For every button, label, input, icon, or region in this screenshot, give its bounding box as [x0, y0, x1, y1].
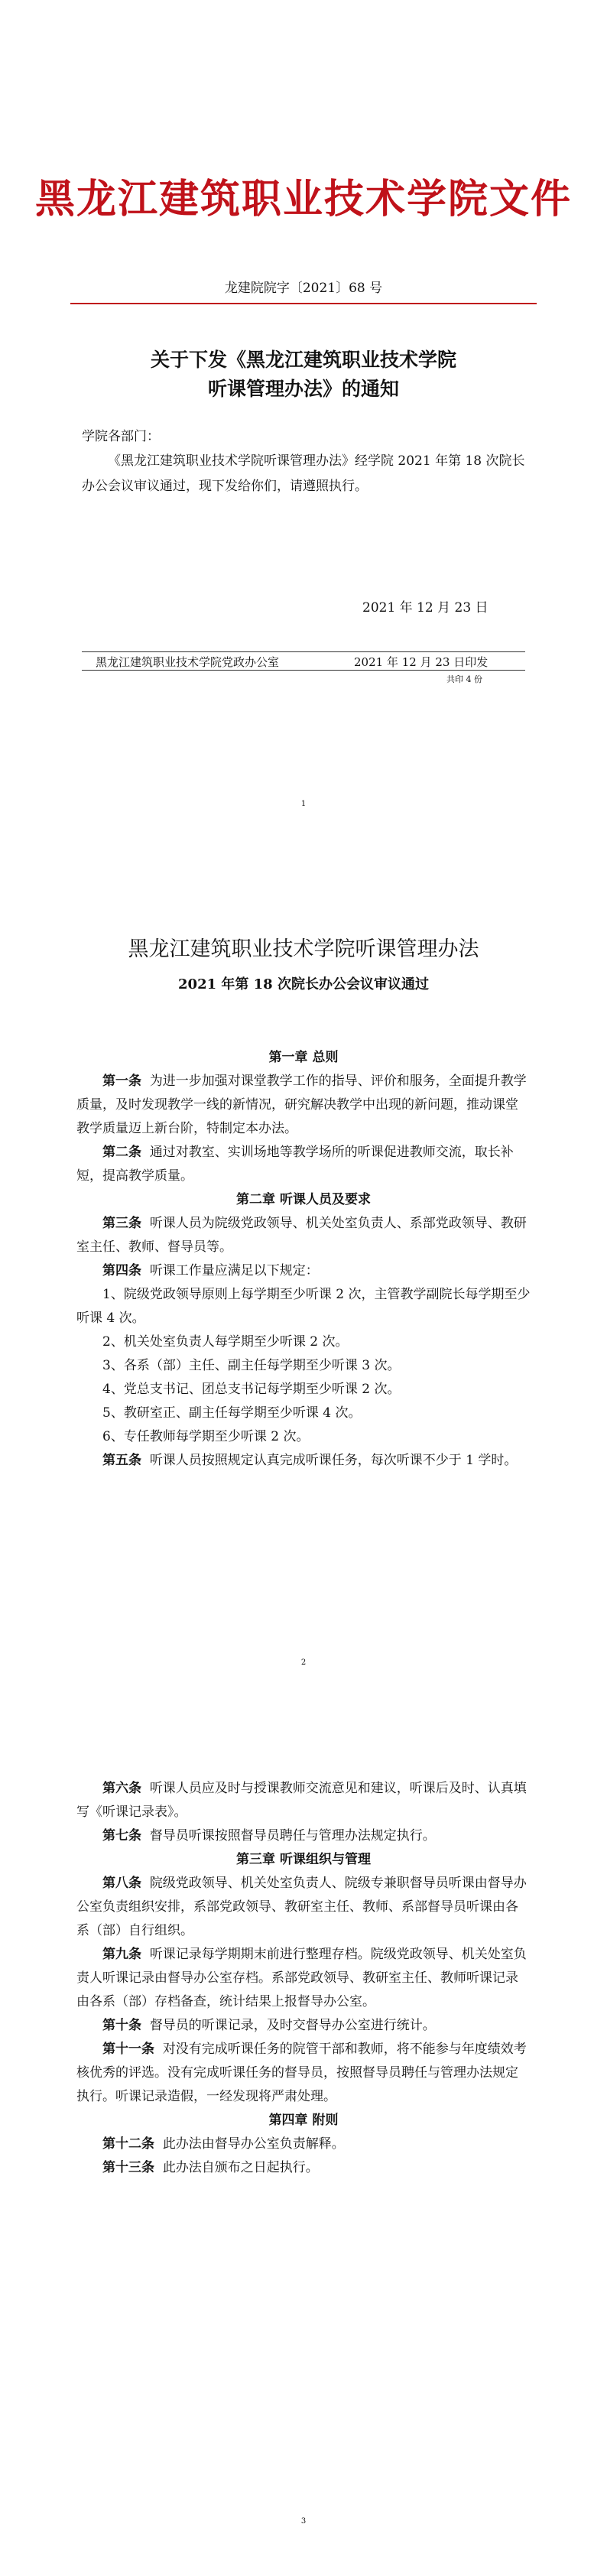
article-text: 听课人员为院级党政领导、机关处室负责人、系部党政领导、教研室主任、教师、督导员等。 — [76, 1216, 527, 1255]
article-label: 第九条 — [102, 1947, 141, 1962]
notice-body: 《黑龙江建筑职业技术学院听课管理办法》经学院 2021 年第 18 次院长办公会议审议通过，现下发给你们，请遵照执行。 — [82, 453, 525, 494]
article-label: 第十三条 — [102, 2160, 154, 2175]
article-label: 第十二条 — [102, 2136, 154, 2152]
footer-line-bottom — [82, 670, 525, 671]
article-13 — [76, 2156, 531, 2180]
article-12 — [76, 2133, 531, 2156]
page2-content — [76, 1046, 531, 1473]
measures-title: 黑龙江建筑职业技术学院听课管理办法 — [128, 937, 479, 961]
page-2 — [0, 859, 607, 1717]
article-text: 听课记录每学期期末前进行整理存档。院级党政领导、机关处室负责人听课记录由督导办公室存档。系部党政领导、教研室主任、教师听课记录由各系（部）存档备查，统计结果上报督导办公室。 — [76, 1947, 527, 2009]
article-text: 督导员听课按照督导员聘任与管理办法规定执行。 — [149, 1828, 436, 1843]
list-item: 1、院级党政领导原则上每学期至少听课 2 次，主管教学副院长每学期至少听课 4 次。 — [76, 1287, 531, 1326]
article-text: 听课工作量应满足以下规定： — [149, 1263, 319, 1278]
chapter-3-title: 第三章 听课组织与管理 — [236, 1852, 371, 1867]
article-text: 此办法自颁布之日起执行。 — [162, 2160, 319, 2175]
footer-line-top — [82, 651, 525, 652]
list-item: 4、党总支书记、团总支书记每学期至少听课 2 次。 — [102, 1382, 401, 1397]
addressee: 学院各部门： — [82, 429, 160, 444]
article-label: 第七条 — [102, 1828, 141, 1843]
measures-subtitle: 2021 年第 18 次院长办公会议审议通过 — [178, 976, 429, 992]
article-label: 第十一条 — [102, 2042, 154, 2057]
chapter-1-title: 第一章 总则 — [268, 1050, 339, 1065]
article-5 — [76, 1449, 531, 1473]
article-11 — [76, 2038, 531, 2109]
chapter-4-title: 第四章 附则 — [268, 2113, 339, 2128]
page-number: 2 — [300, 1658, 307, 1667]
article-text: 听课人员应及时与授课教师交流意见和建议，听课后及时、认真填写《听课记录表》。 — [76, 1781, 527, 1820]
article-label: 第四条 — [102, 1263, 141, 1278]
document-number: 龙建院院字〔2021〕68 号 — [224, 281, 383, 296]
article-label: 第五条 — [102, 1453, 141, 1468]
article-label: 第三条 — [102, 1216, 141, 1231]
article-2 — [76, 1141, 531, 1188]
page-number: 1 — [300, 800, 307, 808]
article-text: 为进一步加强对课堂教学工作的指导、评价和服务，全面提升教学质量，及时发现教学一线的新情况，研究解决教学中出现的新问题，推动课堂教学质量迈上新台阶，特制定本办法。 — [76, 1074, 527, 1136]
page-1 — [0, 0, 607, 859]
article-text: 对没有完成听课任务的院管干部和教师，将不能参与年度绩效考核优秀的评选。没有完成听课任务的督导员，按照督导员聘任与管理办法规定执行。听课记录造假，一经发现将严肃处理。 — [76, 2042, 527, 2104]
print-date: 2021 年 12 月 23 日印发 — [354, 655, 489, 669]
article-6 — [76, 1777, 531, 1824]
issuing-office: 黑龙江建筑职业技术学院党政办公室 — [96, 655, 280, 669]
page-number: 3 — [300, 2517, 307, 2526]
page3-content — [76, 1777, 531, 2180]
article-text: 院级党政领导、机关处室负责人、院级专兼职督导员听课由督导办公室负责组织安排，系部党政领导、教研室主任、教师、系部督导员听课由各系（部）自行组织。 — [76, 1876, 527, 1938]
notice-title-line2: 听课管理办法》的通知 — [207, 378, 399, 400]
article-10 — [76, 2014, 531, 2038]
article-text: 通过对教室、实训场地等教学场所的听课促进教师交流，取长补短，提高教学质量。 — [76, 1145, 514, 1184]
article-label: 第一条 — [102, 1074, 141, 1089]
notice-title — [0, 346, 607, 404]
article-text: 此办法由督导办公室负责解释。 — [162, 2136, 345, 2152]
article-label: 第十条 — [102, 2018, 141, 2033]
article-label: 第二条 — [102, 1145, 141, 1160]
article-label: 第六条 — [102, 1781, 141, 1796]
article-4 — [76, 1259, 531, 1283]
notice-title-line1: 关于下发《黑龙江建筑职业技术学院 — [150, 349, 456, 371]
article-3 — [76, 1212, 531, 1259]
sign-date: 2021 年 12 月 23 日 — [362, 600, 489, 616]
article-7 — [76, 1824, 531, 1848]
red-header-title: 黑龙江建筑职业技术学院文件 — [34, 176, 572, 223]
list-item: 6、专任教师每学期至少听课 2 次。 — [102, 1429, 310, 1444]
list-item: 3、各系（部）主任、副主任每学期至少听课 3 次。 — [102, 1358, 401, 1373]
article-8 — [76, 1872, 531, 1943]
article-9 — [76, 1943, 531, 2014]
article-text: 听课人员按照规定认真完成听课任务，每次听课不少于 1 学时。 — [149, 1453, 518, 1468]
red-divider — [70, 303, 537, 304]
list-item: 2、机关处室负责人每学期至少听课 2 次。 — [102, 1334, 349, 1350]
list-item: 5、教研室正、副主任每学期至少听课 4 次。 — [102, 1405, 362, 1421]
article-text: 督导员的听课记录，及时交督导办公室进行统计。 — [149, 2018, 436, 2033]
page-3 — [0, 1717, 607, 2576]
chapter-2-title: 第二章 听课人员及要求 — [236, 1192, 371, 1207]
article-label: 第八条 — [102, 1876, 141, 1891]
copies-count: 共印 4 份 — [446, 674, 482, 684]
article-1 — [76, 1070, 531, 1141]
